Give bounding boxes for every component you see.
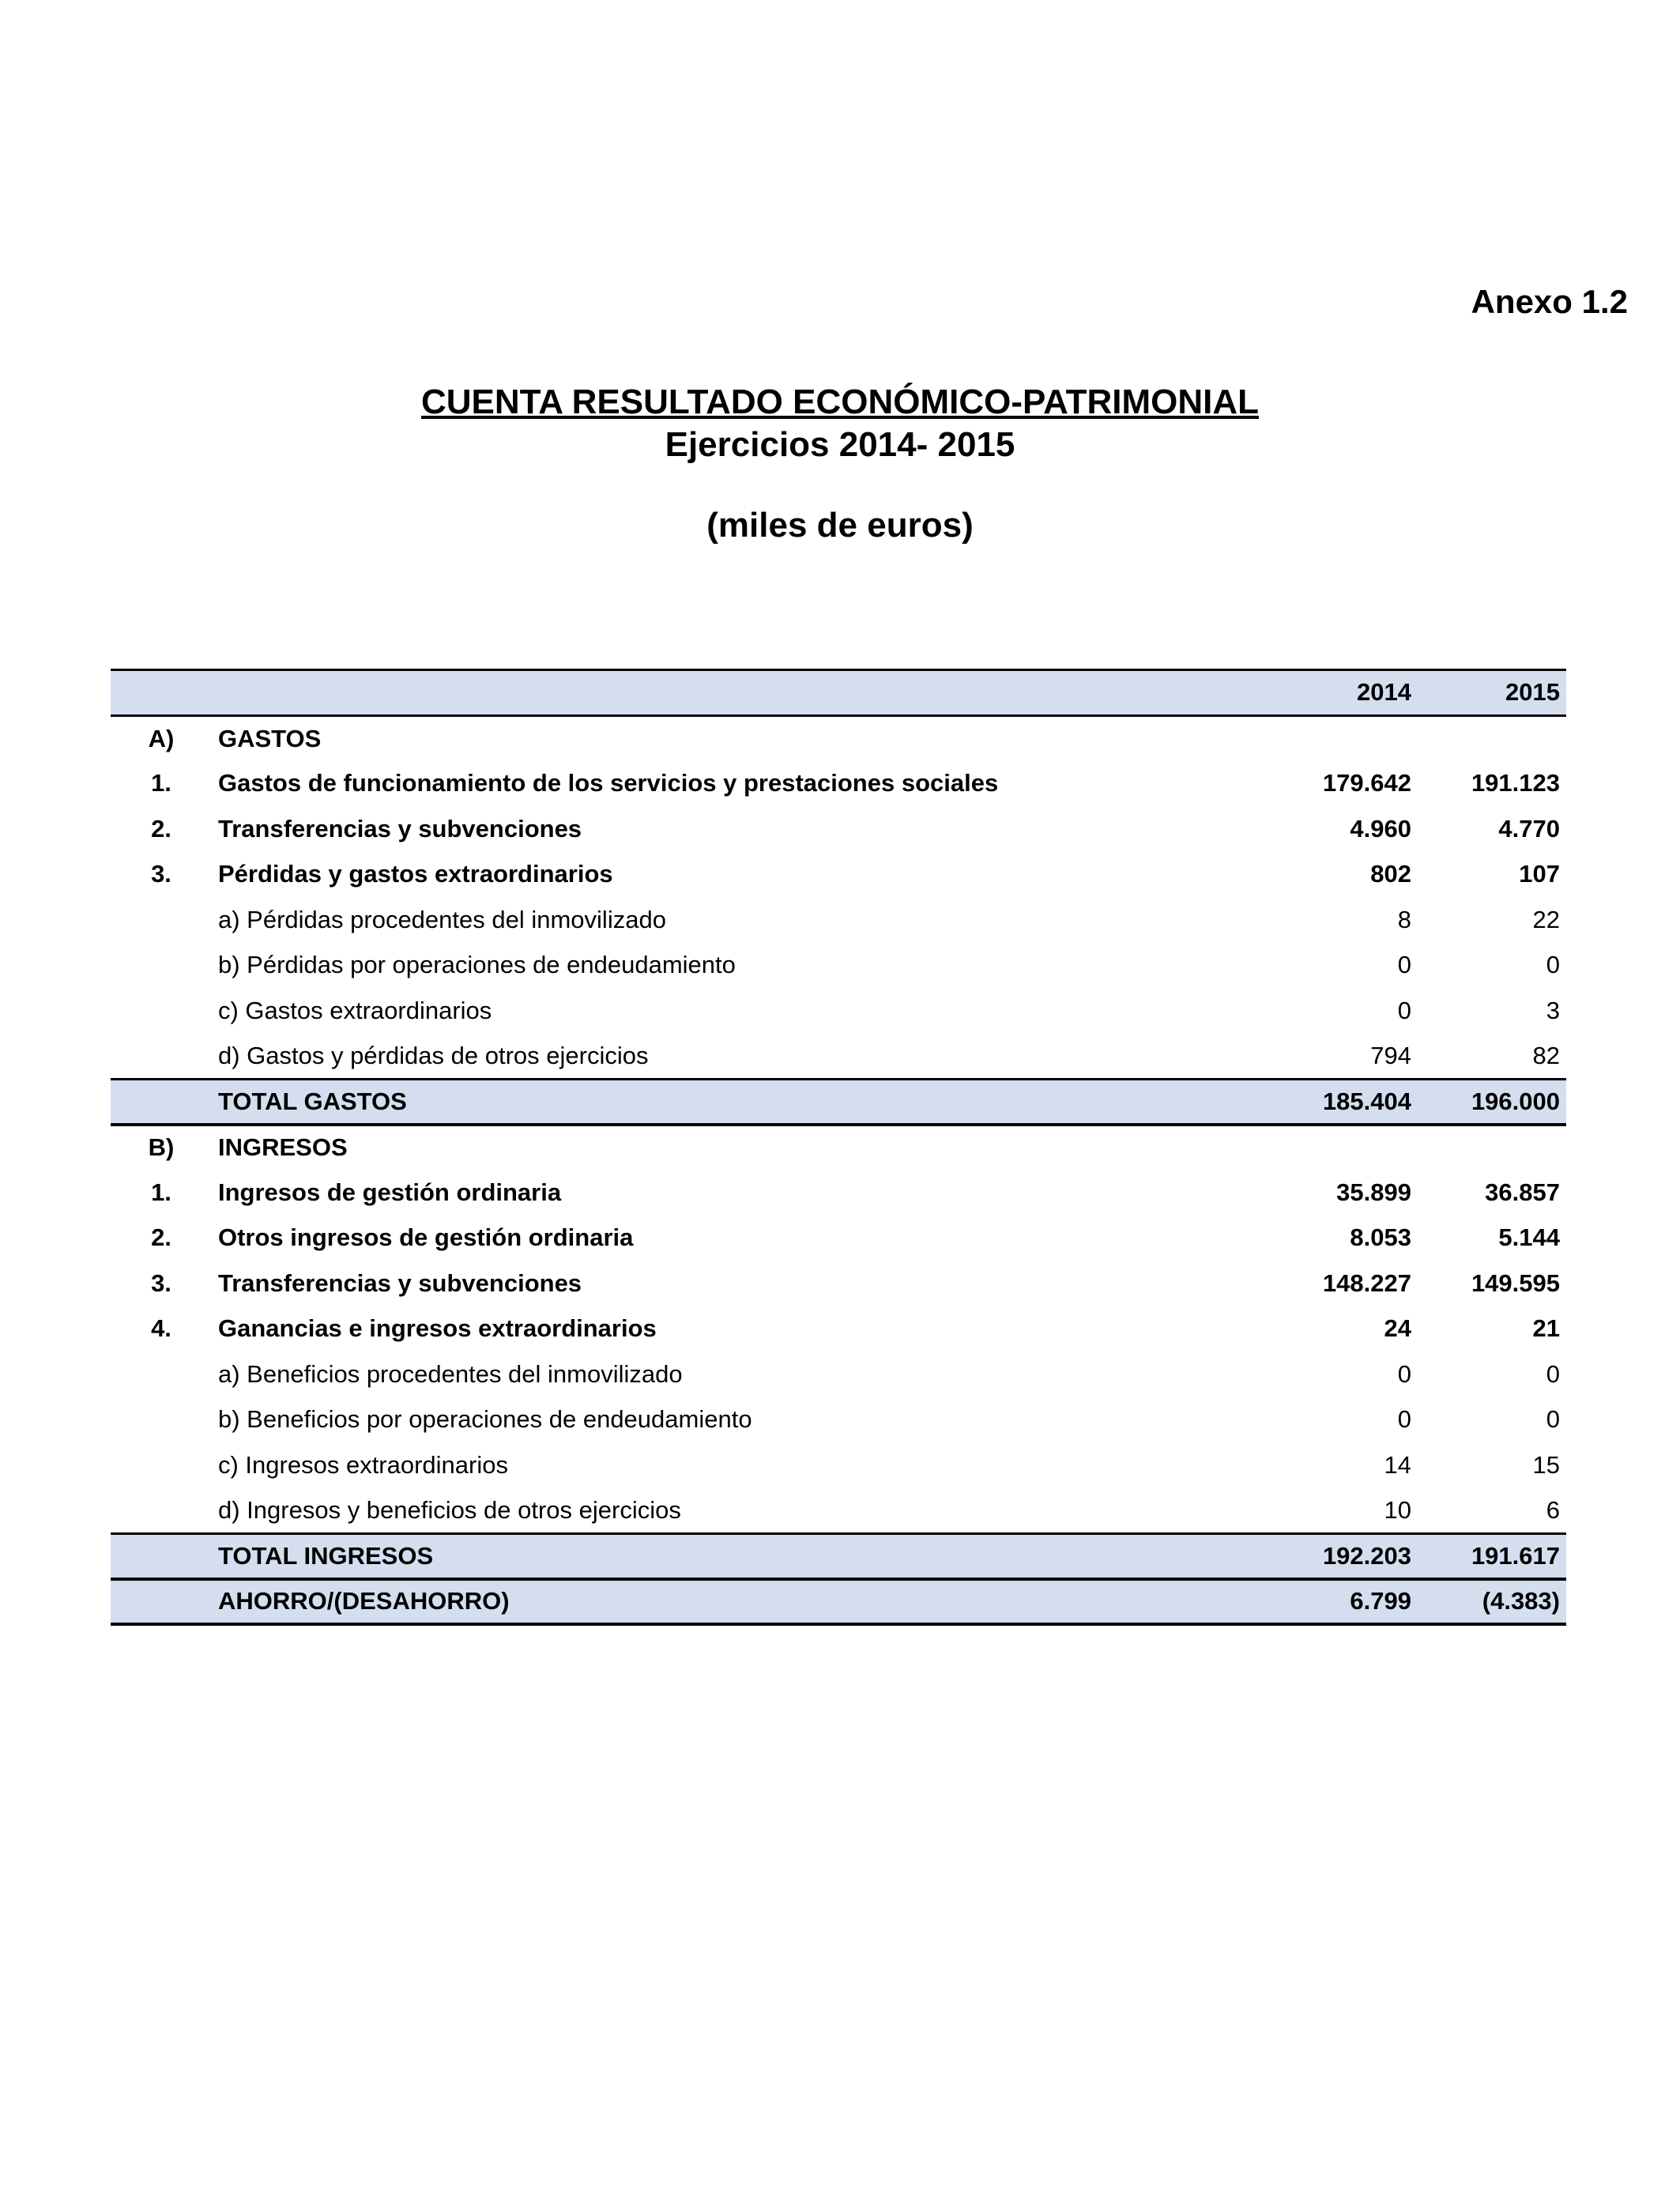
- subrow-label: b) Beneficios por operaciones de endeudamiento: [218, 1405, 752, 1434]
- value-2015: 0: [1546, 1359, 1560, 1388]
- value-2015: 0: [1546, 951, 1560, 979]
- value-2015: 0: [1546, 1405, 1560, 1434]
- results-table: [111, 669, 1566, 1626]
- value-2014: 4.960: [1350, 814, 1411, 843]
- value-2015: 149.595: [1471, 1269, 1560, 1297]
- total-2015: 196.000: [1471, 1087, 1560, 1115]
- row-code: 1.: [151, 769, 171, 797]
- table-row: [111, 761, 1566, 807]
- header-blank: [111, 670, 212, 716]
- header-year-2015: 2015: [1505, 678, 1560, 707]
- document-heading: [0, 381, 1680, 547]
- units-note: (miles de euros): [706, 506, 974, 545]
- total-label: TOTAL GASTOS: [218, 1087, 407, 1115]
- subrow-label: a) Pérdidas procedentes del inmovilizado: [218, 905, 666, 933]
- table-subrow: [111, 1351, 1566, 1397]
- row-label: Ingresos de gestión ordinaria: [218, 1178, 562, 1206]
- table-row: [111, 1170, 1566, 1216]
- value-2014: 0: [1397, 996, 1411, 1024]
- document-subtitle: Ejercicios 2014- 2015: [665, 425, 1015, 464]
- value-2014: 794: [1370, 1041, 1411, 1069]
- table-subrow: [111, 897, 1566, 943]
- value-2014: 148.227: [1322, 1269, 1411, 1297]
- value-2014: 179.642: [1322, 769, 1411, 797]
- header-blank: [212, 670, 1157, 716]
- value-2015: 22: [1532, 905, 1560, 933]
- annex-label: Anexo 1.2: [1471, 283, 1628, 320]
- result-2014: 6.799: [1350, 1587, 1411, 1615]
- total-2014: 192.203: [1322, 1541, 1411, 1570]
- value-2014: 10: [1384, 1495, 1411, 1524]
- subrow-label: d) Gastos y pérdidas de otros ejercicios: [218, 1041, 649, 1069]
- value-2015: 4.770: [1498, 814, 1560, 843]
- table-row: [111, 1216, 1566, 1261]
- result-row: [111, 1579, 1566, 1625]
- value-2015: 21: [1532, 1314, 1560, 1343]
- row-label: Otros ingresos de gestión ordinaria: [218, 1223, 634, 1252]
- total-2014: 185.404: [1322, 1087, 1411, 1115]
- value-2015: 15: [1532, 1450, 1560, 1479]
- total-2015: 191.617: [1471, 1541, 1560, 1570]
- value-2015: 191.123: [1471, 769, 1560, 797]
- value-2014: 0: [1397, 1359, 1411, 1388]
- table-row: [111, 1261, 1566, 1306]
- total-row-ingresos: [111, 1533, 1566, 1579]
- table-row: [111, 852, 1566, 898]
- subrow-label: d) Ingresos y beneficios de otros ejercicios: [218, 1495, 681, 1524]
- table-subrow: [111, 1488, 1566, 1534]
- section-code: A): [148, 724, 175, 752]
- value-2014: 0: [1397, 951, 1411, 979]
- subrow-label: c) Ingresos extraordinarios: [218, 1450, 508, 1479]
- table-row: [111, 806, 1566, 852]
- value-2015: 6: [1546, 1495, 1560, 1524]
- value-2014: 35.899: [1336, 1178, 1411, 1206]
- row-code: 4.: [151, 1314, 171, 1343]
- value-2015: 3: [1546, 996, 1560, 1024]
- value-2014: 8.053: [1350, 1223, 1411, 1252]
- document-title: CUENTA RESULTADO ECONÓMICO-PATRIMONIAL: [421, 383, 1259, 421]
- section-code: B): [148, 1133, 175, 1162]
- row-code: 2.: [151, 1223, 171, 1252]
- result-2015: (4.383): [1482, 1587, 1560, 1615]
- subrow-label: c) Gastos extraordinarios: [218, 996, 492, 1024]
- row-label: Gastos de funcionamiento de los servicios y prestaciones sociales: [218, 769, 999, 797]
- table-subrow: [111, 1034, 1566, 1080]
- row-label: Transferencias y subvenciones: [218, 814, 582, 843]
- row-code: 3.: [151, 860, 171, 888]
- table-header-row: [111, 670, 1566, 716]
- section-row-ingresos: [111, 1125, 1566, 1171]
- section-row-gastos: [111, 715, 1566, 761]
- value-2015: 107: [1519, 860, 1560, 888]
- value-2014: 802: [1370, 860, 1411, 888]
- value-2014: 14: [1384, 1450, 1411, 1479]
- total-label: TOTAL INGRESOS: [218, 1541, 434, 1570]
- row-code: 1.: [151, 1178, 171, 1206]
- table-subrow: [111, 988, 1566, 1034]
- row-label: Pérdidas y gastos extraordinarios: [218, 860, 613, 888]
- row-code: 2.: [151, 814, 171, 843]
- table-subrow: [111, 1397, 1566, 1443]
- result-label: AHORRO/(DESAHORRO): [218, 1587, 510, 1615]
- value-2015: 5.144: [1498, 1223, 1560, 1252]
- value-2014: 8: [1397, 905, 1411, 933]
- table-subrow: [111, 943, 1566, 989]
- header-year-2014: 2014: [1357, 678, 1411, 707]
- subrow-label: b) Pérdidas por operaciones de endeudamiento: [218, 951, 736, 979]
- section-label: INGRESOS: [218, 1133, 348, 1162]
- row-label: Transferencias y subvenciones: [218, 1269, 582, 1297]
- table-subrow: [111, 1442, 1566, 1488]
- section-label: GASTOS: [218, 724, 322, 752]
- row-label: Ganancias e ingresos extraordinarios: [218, 1314, 657, 1343]
- value-2015: 36.857: [1485, 1178, 1560, 1206]
- table-row: [111, 1306, 1566, 1352]
- value-2015: 82: [1532, 1041, 1560, 1069]
- value-2014: 0: [1397, 1405, 1411, 1434]
- results-table-container: [111, 669, 1566, 1626]
- value-2014: 24: [1384, 1314, 1411, 1343]
- subrow-label: a) Beneficios procedentes del inmovilizado: [218, 1359, 683, 1388]
- total-row-gastos: [111, 1079, 1566, 1125]
- row-code: 3.: [151, 1269, 171, 1297]
